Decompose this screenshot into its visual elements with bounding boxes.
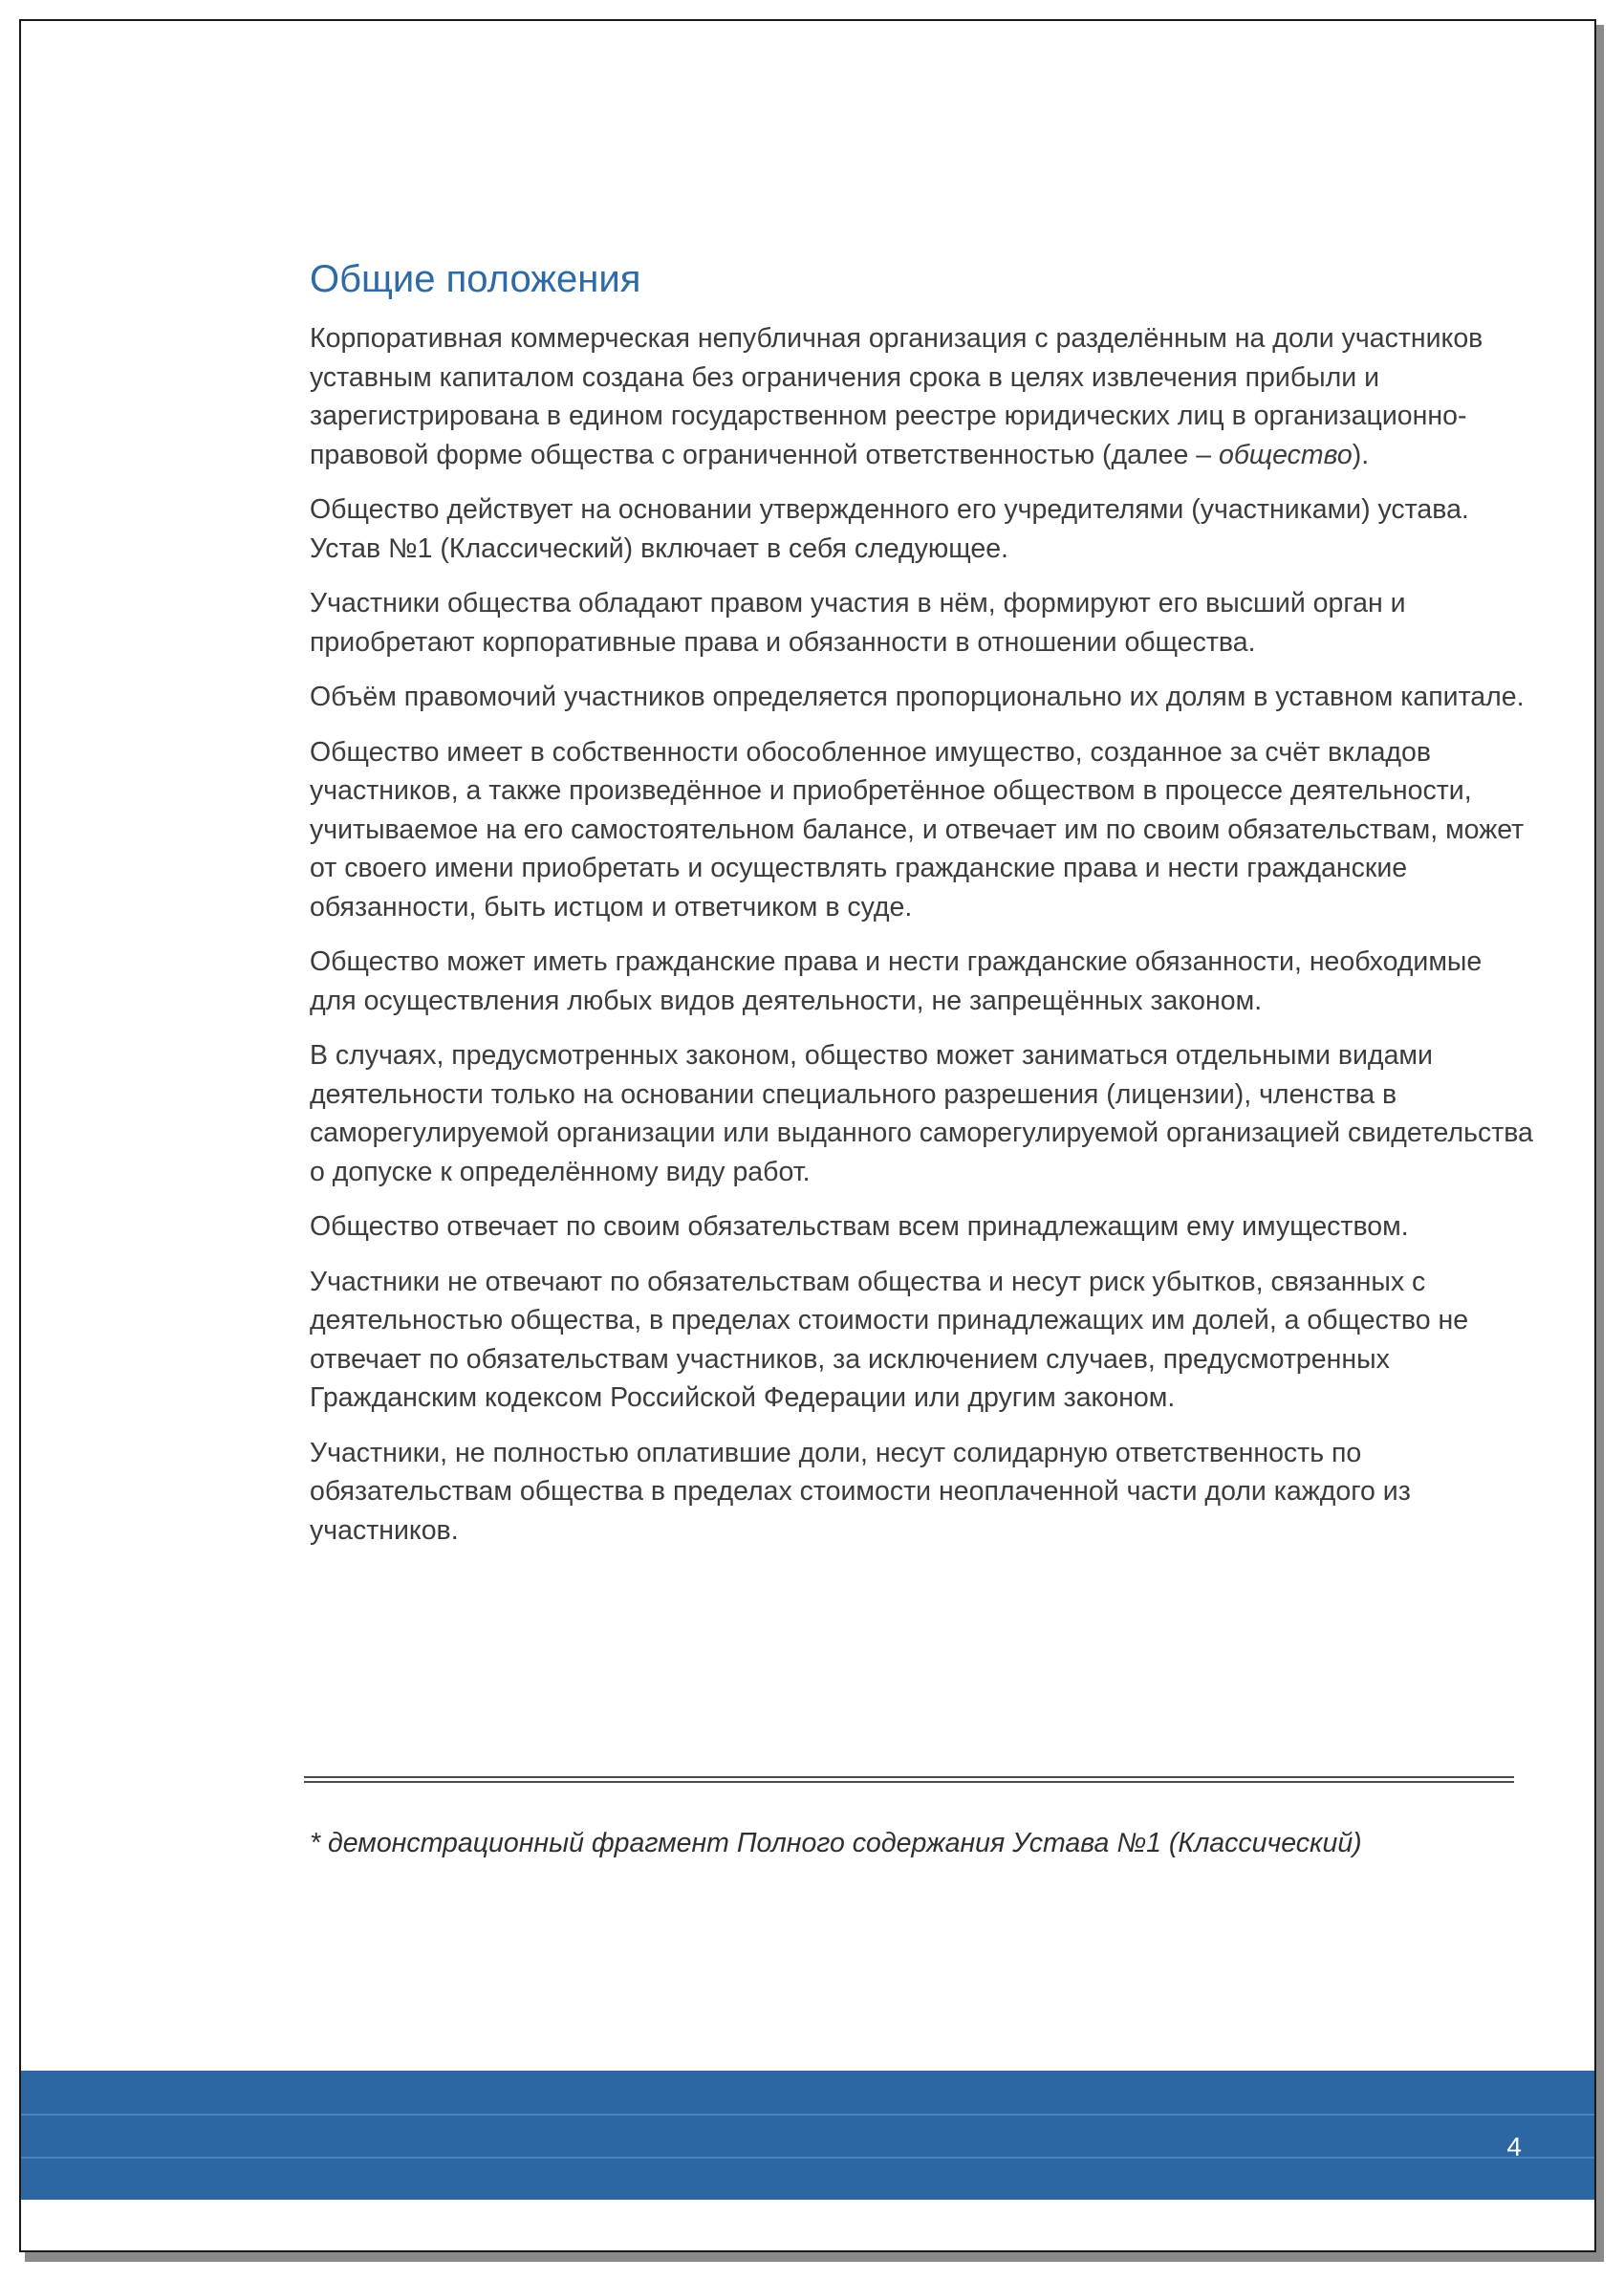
section-title: Общие положения xyxy=(310,258,641,300)
paragraph-10: Участники, не полностью оплатившие доли, несут солидарную ответственность по обязательствам общества в пределах стоимости неоплаченной части доли каждого из участников. xyxy=(310,1437,1411,1546)
page-content xyxy=(310,256,1533,1566)
document-page xyxy=(19,19,1596,2252)
page-number: 4 xyxy=(1506,2132,1522,2161)
footer-stripe xyxy=(21,2114,1596,2116)
paragraph-1-tail: ). xyxy=(1352,439,1370,470)
paragraph-9: Участники не отвечают по обязательствам общества и несут риск убытков, связанных с деятельностью общества, в пределах стоимости принадлежащих им долей, а общество не отвечает по обязательствам участников, за исключением случаев, предусмотренных Гражданским кодексом Российской Федерации или другим законом. xyxy=(310,1266,1469,1413)
paragraph-1-italic-term: общество xyxy=(1218,439,1353,470)
paragraph-6: Общество может иметь гражданские права и нести гражданские обязанности, необходимые для осуществления любых видов деятельности, не запрещённых законом. xyxy=(310,946,1483,1016)
footer-stripe xyxy=(21,2157,1596,2159)
paragraph-4: Объём правомочий участников определяется пропорционально их долям в уставном капитале. xyxy=(310,682,1525,712)
paragraph-2: Общество действует на основании утвержденного его учредителями (участниками) устава. Устав №1 (Классический) включает в себя следующее. xyxy=(310,494,1469,564)
double-divider xyxy=(304,1776,1514,1783)
footnote: * демонстрационный фрагмент Полного содержания Устава №1 (Классический) xyxy=(310,1828,1362,1858)
paragraph-5: Общество имеет в собственности обособленное имущество, созданное за счёт вкладов участников, а также произведённое и приобретённое обществом в процессе деятельности, учитываемое на его самостоятельном балансе, и отвечает им по своим обязательствам, может от своего имени приобретать и осуществлять гражданские права и нести гражданские обязанности, быть истцом и ответчиком в суде. xyxy=(310,736,1525,923)
footer-band xyxy=(21,2071,1596,2200)
paragraph-7: В случаях, предусмотренных законом, общество может заниматься отдельными видами деятельности только на основании специального разрешения (лицензии), членства в саморегулируемой организации или выданного саморегулируемой организацией свидетельства о допуске к определённому виду работ. xyxy=(310,1040,1533,1187)
paragraph-3: Участники общества обладают правом участия в нём, формируют его высший орган и приобретают корпоративные права и обязанности в отношении общества. xyxy=(310,588,1406,658)
paragraph-8: Общество отвечает по своим обязательствам всем принадлежащим ему имуществом. xyxy=(310,1211,1409,1242)
paragraph-1-text: Корпоративная коммерческая непубличная организация с разделённым на доли участников уставным капиталом создана без ограничения срока в целях извлечения прибыли и зарегистрирована в едином государственном реестре юридических лиц в организационно-правовой форме общества с ограниченной ответственностью (далее – xyxy=(310,323,1483,470)
paragraph-1 xyxy=(310,319,1533,474)
